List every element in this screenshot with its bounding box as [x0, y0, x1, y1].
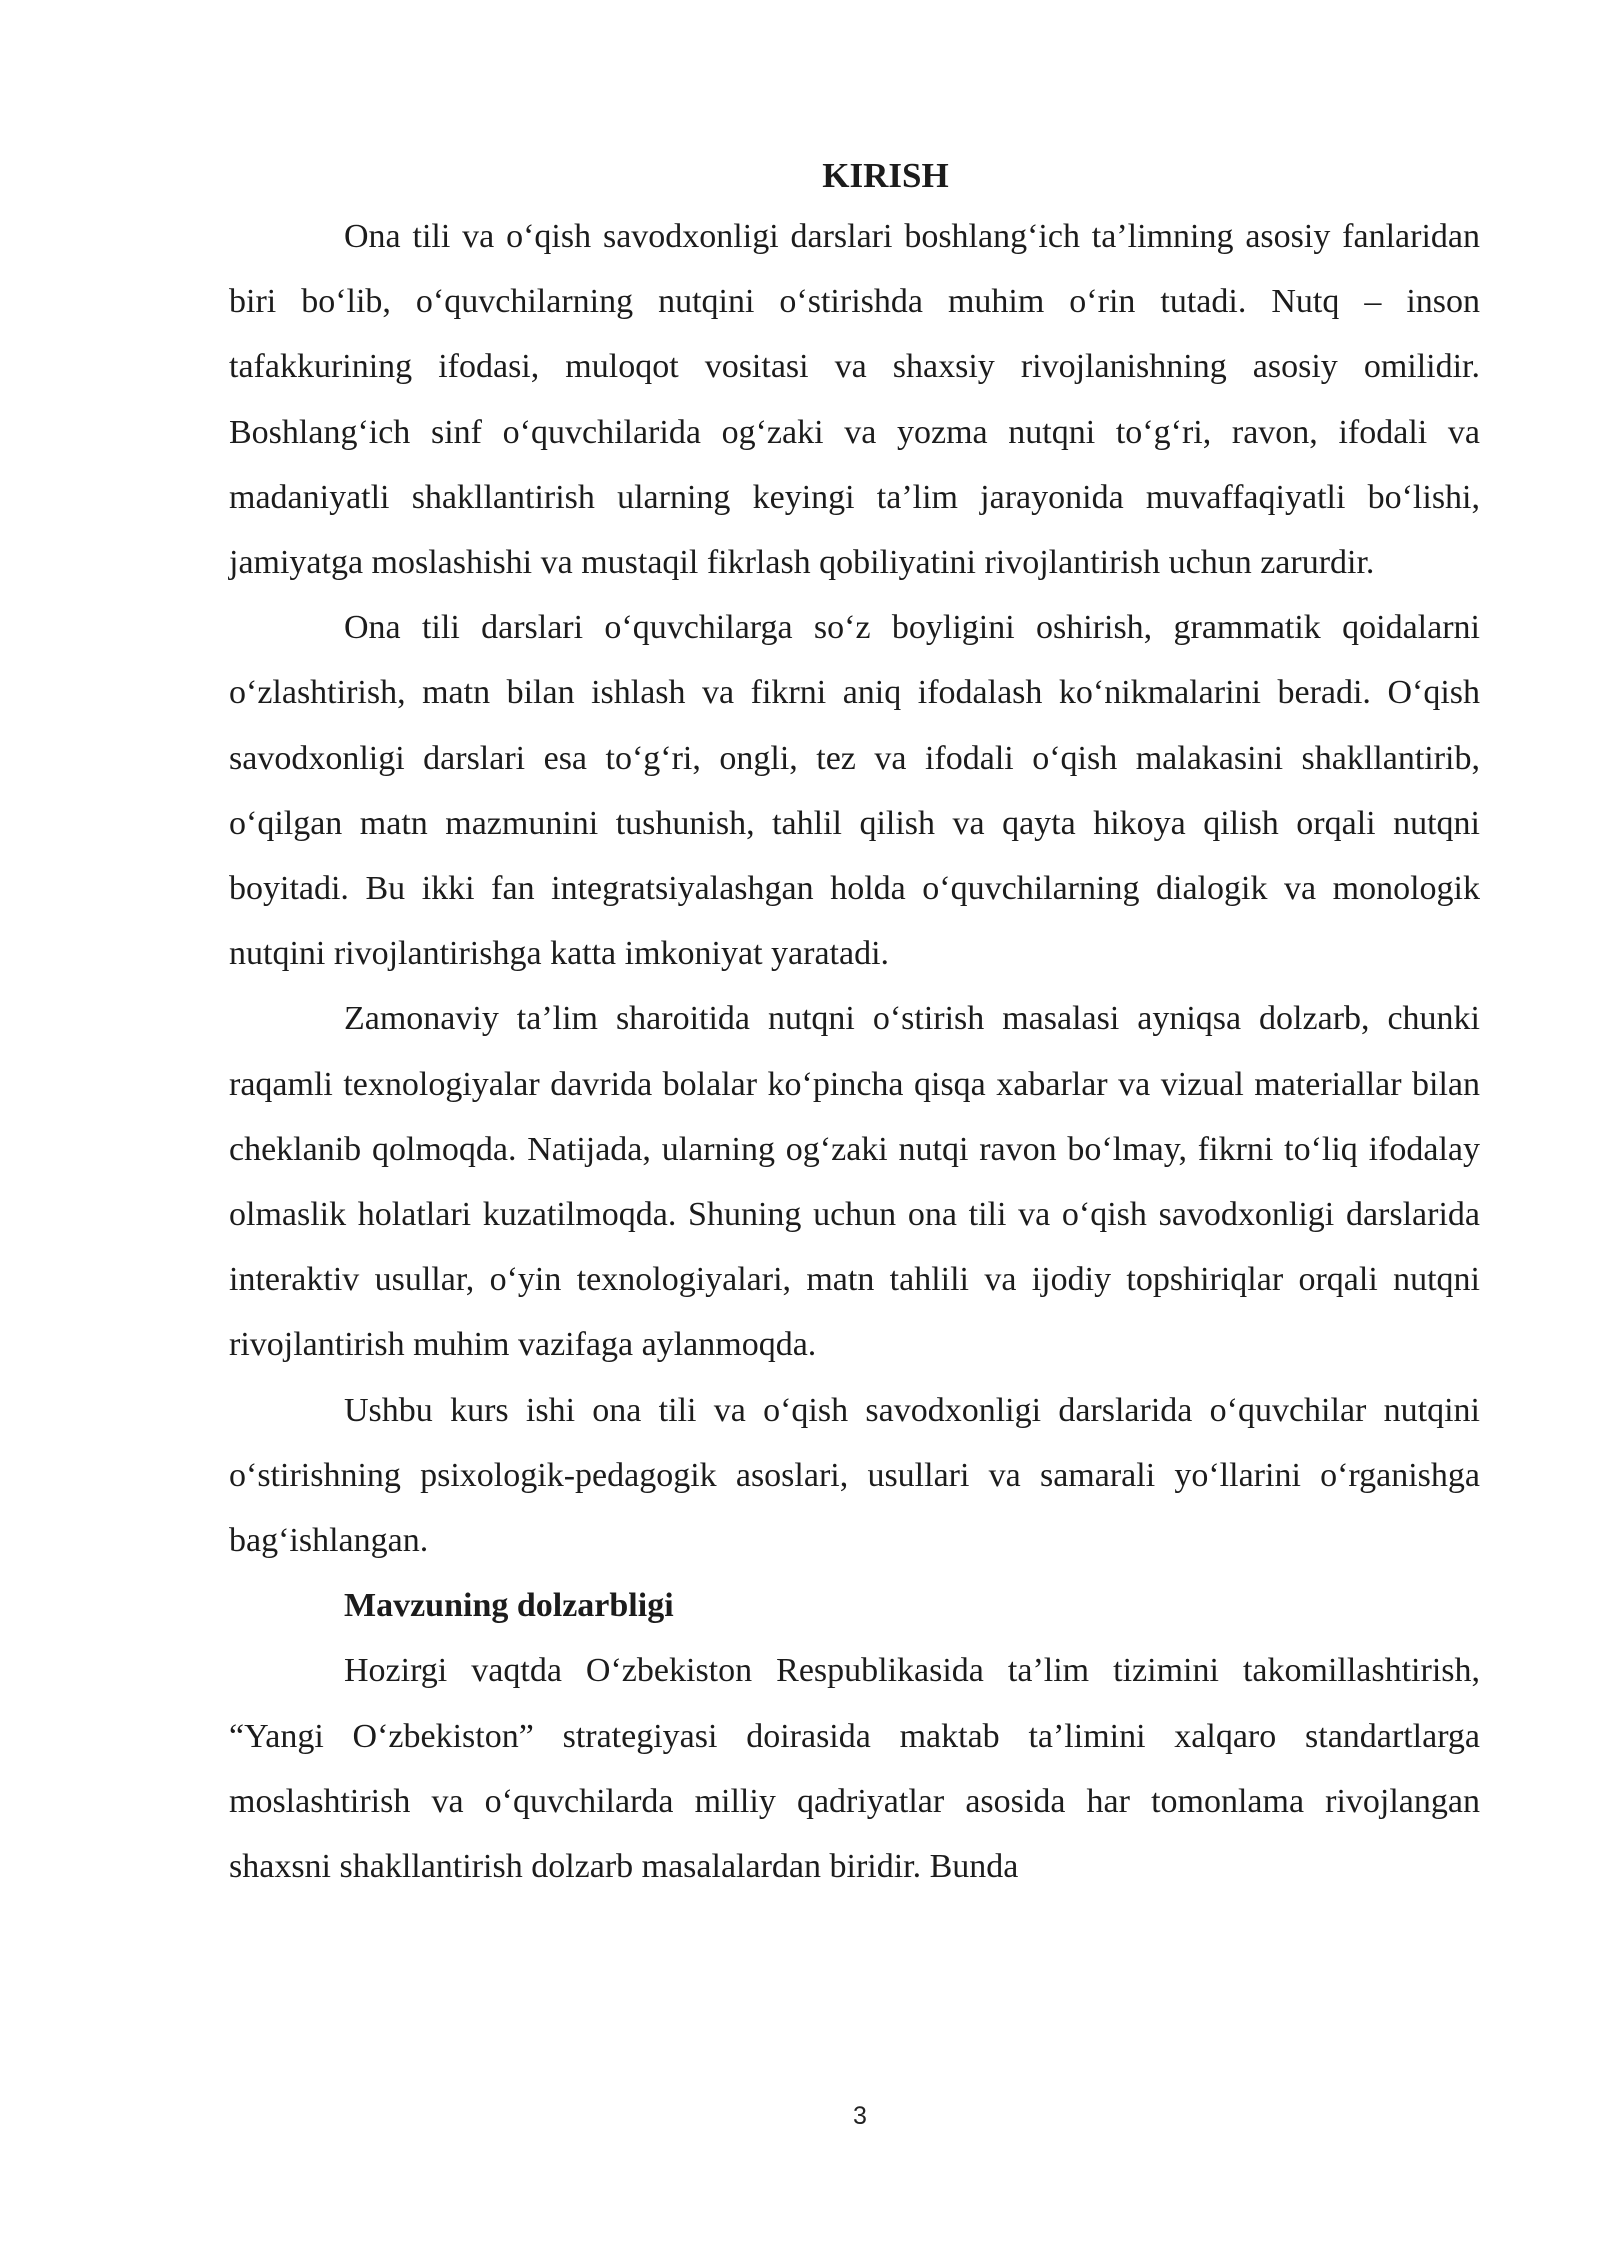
paragraph-relevance: Hozirgi vaqtda O‘zbekiston Respublikasida ta’lim tizimini takomillashtirish, “Yangi O‘zbekiston” strategiyasi doirasida maktab ta’limini xalqaro standartlarga moslashtirish va o‘quvchilarda milliy qadriyatlar asosida har tomonlama rivojlangan shaxsni shakllantirish dolzarb masalalardan biridir. Bunda	[229, 1652, 1480, 1886]
section-heading: Mavzuning dolzarbligi	[344, 1587, 674, 1625]
document-page	[229, 148, 1480, 1899]
paragraph-intro: Ona tili va o‘qish savodxonligi darslari boshlang‘ich ta’limning asosiy fanlaridan biri bo‘lib, o‘quvchilarning nutqini o‘stirishda muhim o‘rin tutadi. Nutq – inson tafakkurining ifodasi, muloqot vositasi va shaxsiy rivojlanishning asosiy omilidir. Boshlang‘ich sinf o‘quvchilarida og‘zaki va yozma nutqni to‘g‘ri, ravon, ifodali va madaniyatli shakllantirish ularning keyingi ta’lim jarayonida muvaffaqiyatli bo‘lishi, jamiyatga moslashishi va mustaqil fikrlash qobiliyatini rivojlantirish uchun zarurdir.	[229, 218, 1480, 582]
paragraph-modern-education: Zamonaviy ta’lim sharoitida nutqni o‘stirish masalasi ayniqsa dolzarb, chunki raqamli texnologiyalar davrida bolalar ko‘pincha qisqa xabarlar va vizual materiallar bilan cheklanib qolmoqda. Natijada, ularning og‘zaki nutqi ravon bo‘lmay, fikrni to‘liq ifodalay olmaslik holatlari kuzatilmoqda. Shuning uchun ona tili va o‘qish savodxonligi darslarida interaktiv usullar, o‘yin texnologiyalari, matn tahlili va ijodiy topshiriqlar orqali nutqni rivojlantirish muhim vazifaga aylanmoqda.	[229, 1000, 1480, 1364]
paragraph-course-purpose: Ushbu kurs ishi ona tili va o‘qish savodxonligi darslarida o‘quvchilar nutqini o‘stirishning psixologik-pedagogik asoslari, usullari va samarali yo‘llarini o‘rganishga bag‘ishlangan.	[229, 1391, 1480, 1560]
page-title: KIRISH	[822, 156, 949, 195]
page-number: 3	[853, 2102, 867, 2130]
paragraph-native-language: Ona tili darslari o‘quvchilarga so‘z boyligini oshirish, grammatik qoidalarni o‘zlashtirish, matn bilan ishlash va fikrni aniq ifodalash ko‘nikmalarini beradi. O‘qish savodxonligi darslari esa to‘g‘ri, ongli, tez va ifodali o‘qish malakasini shakllantirib, o‘qilgan matn mazmunini tushunish, tahlil qilish va qayta hikoya qilish orqali nutqni boyitadi. Bu ikki fan integratsiyalashgan holda o‘quvchilarning dialogik va monologik nutqini rivojlantirishga katta imkoniyat yaratadi.	[229, 609, 1480, 973]
